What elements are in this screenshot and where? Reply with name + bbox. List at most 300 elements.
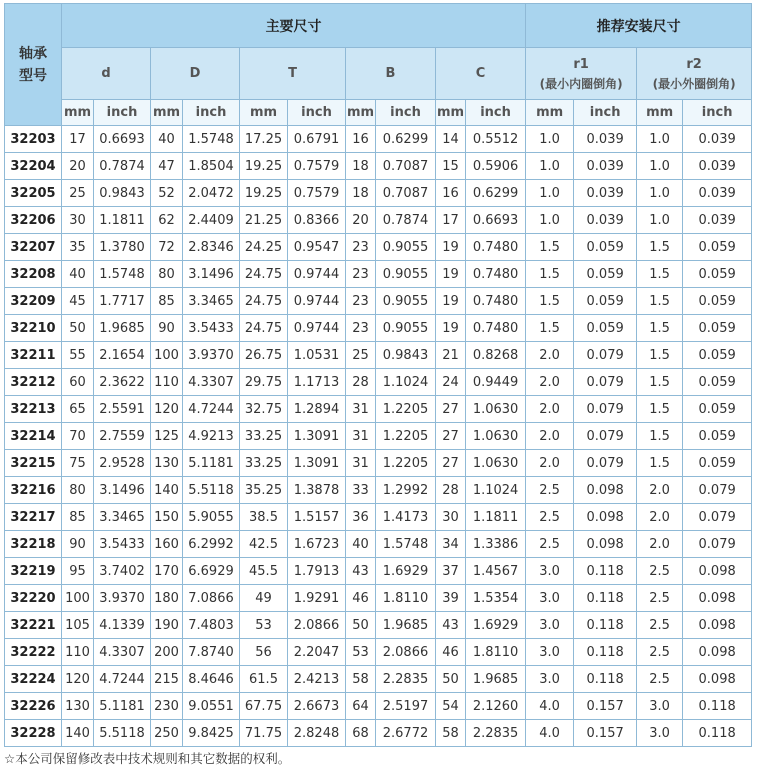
dimension-cell: 0.118 [574,612,637,639]
dimension-cell: 56 [240,639,288,666]
dimension-cell: 49 [240,585,288,612]
dimension-cell: 3.9370 [94,585,151,612]
group-header-C: C [436,48,526,100]
dimension-cell: 1.6929 [376,558,436,585]
dimension-cell: 2.2835 [466,720,526,747]
dimension-cell: 90 [62,531,94,558]
dimension-cell: 4.7244 [94,666,151,693]
dimension-cell: 23 [346,234,376,261]
dimension-cell: 2.5197 [376,693,436,720]
table-row [5,126,752,153]
dimension-cell: 0.059 [574,315,637,342]
dimension-cell: 1.2205 [376,396,436,423]
dimension-cell: 6.6929 [183,558,240,585]
dimension-cell: 3.3465 [183,288,240,315]
dimension-cell: 2.8248 [288,720,346,747]
dimension-cell: 23 [346,261,376,288]
dimension-cell: 2.0 [526,369,574,396]
dimension-cell: 1.5157 [288,504,346,531]
dimension-cell: 0.059 [683,450,752,477]
dimension-cell: 4.9213 [183,423,240,450]
dimension-cell: 1.1811 [94,207,151,234]
dimension-cell: 17 [62,126,94,153]
dimension-cell: 1.3091 [288,450,346,477]
dimension-cell: 33.25 [240,450,288,477]
dimension-cell: 5.5118 [183,477,240,504]
dimension-cell: 0.118 [574,585,637,612]
table-row [5,558,752,585]
dimension-cell: 68 [346,720,376,747]
group-header-r1 [526,48,637,100]
dimension-cell: 85 [151,288,183,315]
dimension-cell: 3.7402 [94,558,151,585]
dimension-cell: 21.25 [240,207,288,234]
dimension-cell: 4.3307 [94,639,151,666]
table-row [5,666,752,693]
dimension-cell: 2.6772 [376,720,436,747]
dimension-cell: 3.1496 [183,261,240,288]
dimension-cell: 1.0 [637,126,683,153]
dimension-cell: 23 [346,288,376,315]
table-row [5,153,752,180]
dimension-cell: 0.059 [683,261,752,288]
dimension-cell: 1.5 [526,288,574,315]
dimension-cell: 60 [62,369,94,396]
dimension-cell: 19.25 [240,153,288,180]
dimension-cell: 2.0 [526,396,574,423]
dimension-cell: 1.5354 [466,585,526,612]
r1-label: r1 [573,57,589,72]
bearing-model-cell: 32207 [5,234,62,261]
dimension-cell: 1.0 [637,180,683,207]
model-column-header [5,4,62,126]
dimension-cell: 0.6791 [288,126,346,153]
dimension-cell: 19 [436,288,466,315]
dimension-cell: 20 [62,153,94,180]
bearing-model-cell: 32218 [5,531,62,558]
dimension-cell: 0.039 [683,153,752,180]
dimension-cell: 2.3622 [94,369,151,396]
bearing-model-cell: 32204 [5,153,62,180]
dimension-cell: 80 [151,261,183,288]
group-header-r2 [637,48,752,100]
dimension-cell: 0.059 [683,423,752,450]
dimension-cell: 50 [62,315,94,342]
dimension-cell: 140 [62,720,94,747]
dimension-cell: 52 [151,180,183,207]
group-header-B: B [346,48,436,100]
r2-note: (最小外圈倒角) [652,77,736,91]
dimension-cell: 50 [346,612,376,639]
dimension-cell: 0.118 [683,720,752,747]
dimension-cell: 100 [62,585,94,612]
dimension-cell: 27 [436,396,466,423]
dimension-cell: 0.118 [683,693,752,720]
dimension-cell: 24.75 [240,315,288,342]
dimension-cell: 67.75 [240,693,288,720]
dimension-cell: 0.039 [574,126,637,153]
bearing-model-cell: 32205 [5,180,62,207]
table-row [5,369,752,396]
dimension-cell: 6.2992 [183,531,240,558]
dimension-cell: 47 [151,153,183,180]
dimension-cell: 3.0 [637,693,683,720]
dimension-cell: 0.9449 [466,369,526,396]
model-label-line1: 轴承 [19,45,47,62]
dimension-cell: 0.9055 [376,288,436,315]
bearing-model-cell: 32212 [5,369,62,396]
model-label-line2: 型号 [19,67,47,84]
dimension-cell: 150 [151,504,183,531]
bearing-model-cell: 32226 [5,693,62,720]
bearing-model-cell: 32211 [5,342,62,369]
table-row [5,261,752,288]
dimension-cell: 0.079 [574,423,637,450]
dimension-cell: 0.079 [574,342,637,369]
dimension-cell: 0.157 [574,720,637,747]
r1-note: (最小内圈倒角) [539,77,623,91]
dimension-cell: 1.2205 [376,450,436,477]
dimension-cell: 53 [346,639,376,666]
dimension-cell: 0.079 [683,504,752,531]
dimension-cell: 0.098 [574,531,637,558]
dimension-cell: 24.75 [240,261,288,288]
dimension-cell: 15 [436,153,466,180]
dimension-cell: 170 [151,558,183,585]
dimension-cell: 0.7480 [466,315,526,342]
dimension-cell: 32.75 [240,396,288,423]
dimension-cell: 0.059 [683,396,752,423]
dimension-cell: 0.9843 [94,180,151,207]
dimension-cell: 9.8425 [183,720,240,747]
dimension-cell: 18 [346,153,376,180]
dimension-cell: 2.0472 [183,180,240,207]
dimension-cell: 34 [436,531,466,558]
dimension-cell: 40 [62,261,94,288]
dimension-cell: 0.7579 [288,153,346,180]
dimension-cell: 2.9528 [94,450,151,477]
dimension-cell: 1.5748 [94,261,151,288]
dimension-cell: 4.7244 [183,396,240,423]
dimension-cell: 120 [62,666,94,693]
dimension-cell: 7.4803 [183,612,240,639]
dimension-cell: 0.079 [574,396,637,423]
dimension-cell: 2.1260 [466,693,526,720]
dimension-cell: 1.0630 [466,423,526,450]
dimension-cell: 4.1339 [94,612,151,639]
dimension-cell: 0.9547 [288,234,346,261]
dimension-cell: 45 [62,288,94,315]
dimension-cell: 140 [151,477,183,504]
dimension-cell: 1.5 [637,396,683,423]
dimension-cell: 190 [151,612,183,639]
dimension-cell: 1.4567 [466,558,526,585]
dimension-cell: 1.5 [526,261,574,288]
dimension-cell: 5.1181 [183,450,240,477]
dimension-cell: 250 [151,720,183,747]
dimension-cell: 2.0 [637,531,683,558]
dimension-cell: 0.157 [574,693,637,720]
dimension-cell: 43 [346,558,376,585]
dimension-cell: 85 [62,504,94,531]
dimension-cell: 4.0 [526,693,574,720]
table-row [5,315,752,342]
dimension-cell: 55 [62,342,94,369]
group-header-D: D [151,48,240,100]
dimension-cell: 3.5433 [94,531,151,558]
dimension-cell: 17 [436,207,466,234]
dimension-cell: 0.059 [683,342,752,369]
dimension-cell: 4.3307 [183,369,240,396]
table-row [5,693,752,720]
r2-label: r2 [686,57,702,72]
dimension-cell: 0.9055 [376,315,436,342]
dimension-cell: 3.0 [526,639,574,666]
dimension-cell: 105 [62,612,94,639]
dimension-cell: 110 [151,369,183,396]
dimension-cell: 1.6929 [466,612,526,639]
dimension-cell: 17.25 [240,126,288,153]
dimension-cell: 0.059 [683,234,752,261]
dimension-cell: 0.039 [683,207,752,234]
dimension-cell: 2.6673 [288,693,346,720]
dimension-cell: 45.5 [240,558,288,585]
dimension-cell: 33.25 [240,423,288,450]
dimension-cell: 1.2992 [376,477,436,504]
dimension-cell: 130 [151,450,183,477]
dimension-cell: 2.4213 [288,666,346,693]
table-row [5,477,752,504]
dimension-cell: 5.1181 [94,693,151,720]
dimension-cell: 16 [346,126,376,153]
dimension-cell: 40 [346,531,376,558]
dimension-cell: 95 [62,558,94,585]
bearing-model-cell: 32213 [5,396,62,423]
dimension-cell: 130 [62,693,94,720]
dimension-cell: 90 [151,315,183,342]
dimension-cell: 24.25 [240,234,288,261]
dimension-cell: 26.75 [240,342,288,369]
dimension-cell: 19 [436,315,466,342]
dimension-cell: 53 [240,612,288,639]
dimension-cell: 1.8110 [466,639,526,666]
dimension-cell: 80 [62,477,94,504]
dimension-cell: 1.5 [637,342,683,369]
dimension-cell: 0.118 [574,639,637,666]
dimension-cell: 1.9685 [466,666,526,693]
dimension-cell: 1.2894 [288,396,346,423]
dimension-cell: 230 [151,693,183,720]
dimension-cell: 2.2047 [288,639,346,666]
unit-header-cell: mm [151,100,183,126]
dimension-cell: 0.7874 [376,207,436,234]
dimension-cell: 0.5512 [466,126,526,153]
dimension-cell: 1.8110 [376,585,436,612]
dimension-cell: 0.7480 [466,288,526,315]
dimension-cell: 1.5 [526,315,574,342]
dimension-cell: 0.059 [574,261,637,288]
table-row [5,180,752,207]
dimension-cell: 3.5433 [183,315,240,342]
table-row [5,234,752,261]
dimension-cell: 24.75 [240,288,288,315]
unit-header-cell: mm [240,100,288,126]
unit-header-cell: inch [466,100,526,126]
unit-header-cell: mm [62,100,94,126]
dimension-cell: 35 [62,234,94,261]
dimension-cell: 2.0 [526,423,574,450]
dimension-cell: 2.7559 [94,423,151,450]
dimension-cell: 1.9685 [376,612,436,639]
dimension-cell: 3.0 [526,585,574,612]
footnote: ☆本公司保留修改表中技术规则和其它数据的权利。 [4,751,291,766]
dimension-cell: 0.7480 [466,261,526,288]
dimension-cell: 50 [436,666,466,693]
bearing-model-cell: 32209 [5,288,62,315]
dimension-cell: 31 [346,423,376,450]
dimension-cell: 1.0630 [466,450,526,477]
unit-header-cell: inch [288,100,346,126]
dimension-cell: 0.059 [683,288,752,315]
dimension-cell: 0.118 [574,666,637,693]
dimension-cell: 20 [346,207,376,234]
dimension-cell: 0.039 [683,126,752,153]
dimension-cell: 1.3091 [288,423,346,450]
dimension-cell: 1.6723 [288,531,346,558]
dimension-cell: 65 [62,396,94,423]
dimension-cell: 25 [346,342,376,369]
dimension-cell: 28 [436,477,466,504]
dimension-cell: 62 [151,207,183,234]
dimension-cell: 1.1024 [376,369,436,396]
bearing-model-cell: 32217 [5,504,62,531]
dimension-cell: 46 [346,585,376,612]
unit-header-cell: inch [574,100,637,126]
dimension-cell: 2.0866 [376,639,436,666]
dimension-cell: 1.7913 [288,558,346,585]
table-row [5,450,752,477]
dimension-cell: 28 [346,369,376,396]
dimension-cell: 14 [436,126,466,153]
dimension-cell: 1.5 [637,423,683,450]
dimension-cell: 0.059 [574,234,637,261]
dimension-cell: 1.3878 [288,477,346,504]
dimension-cell: 1.5748 [183,126,240,153]
dimension-cell: 1.4173 [376,504,436,531]
table-row [5,342,752,369]
bearing-model-cell: 32206 [5,207,62,234]
dimension-cell: 5.5118 [94,720,151,747]
dimension-cell: 27 [436,450,466,477]
dimension-cell: 2.5 [637,612,683,639]
dimension-cell: 1.5748 [376,531,436,558]
dimension-cell: 1.8504 [183,153,240,180]
dimension-cell: 24 [436,369,466,396]
table-row [5,639,752,666]
dimension-cell: 7.0866 [183,585,240,612]
dimension-cell: 0.079 [683,531,752,558]
dimension-cell: 100 [151,342,183,369]
dimension-cell: 1.5 [637,234,683,261]
bearing-model-cell: 32208 [5,261,62,288]
dimension-cell: 58 [436,720,466,747]
dimension-cell: 30 [436,504,466,531]
dimension-cell: 43 [436,612,466,639]
table-row [5,612,752,639]
dimension-cell: 23 [346,315,376,342]
dimension-cell: 1.0 [526,180,574,207]
dimension-cell: 0.7579 [288,180,346,207]
dimension-cell: 1.9685 [94,315,151,342]
dimension-cell: 0.9055 [376,234,436,261]
bearing-model-cell: 32215 [5,450,62,477]
dimension-cell: 0.059 [574,288,637,315]
dimension-cell: 0.098 [574,504,637,531]
dimension-cell: 4.0 [526,720,574,747]
dimension-cell: 25 [62,180,94,207]
dimension-cell: 2.5 [637,666,683,693]
dimension-cell: 2.5591 [94,396,151,423]
dimension-cell: 3.1496 [94,477,151,504]
dimension-cell: 0.039 [574,153,637,180]
dimension-cell: 0.9055 [376,261,436,288]
dimension-cell: 0.5906 [466,153,526,180]
bearing-model-cell: 32210 [5,315,62,342]
bearing-dimension-table [4,3,752,747]
dimension-cell: 2.4409 [183,207,240,234]
dimension-cell: 3.0 [637,720,683,747]
dimension-cell: 40 [151,126,183,153]
dimension-cell: 36 [346,504,376,531]
table-row [5,504,752,531]
dimension-cell: 3.0 [526,612,574,639]
dimension-cell: 2.1654 [94,342,151,369]
group-header-T: T [240,48,346,100]
dimension-cell: 9.0551 [183,693,240,720]
install-dimensions-header: 推荐安装尺寸 [526,4,752,48]
dimension-cell: 0.098 [683,666,752,693]
unit-header-cell: mm [346,100,376,126]
dimension-cell: 1.0630 [466,396,526,423]
dimension-cell: 42.5 [240,531,288,558]
bearing-model-cell: 32224 [5,666,62,693]
table-row [5,423,752,450]
dimension-cell: 0.039 [574,207,637,234]
dimension-cell: 0.059 [683,315,752,342]
dimension-cell: 5.9055 [183,504,240,531]
dimension-cell: 0.7087 [376,180,436,207]
dimension-cell: 1.5 [637,261,683,288]
dimension-cell: 125 [151,423,183,450]
dimension-cell: 0.6693 [94,126,151,153]
dimension-cell: 1.5 [526,234,574,261]
dimension-cell: 1.1811 [466,504,526,531]
dimension-cell: 30 [62,207,94,234]
dimension-cell: 0.6693 [466,207,526,234]
dimension-cell: 2.5 [637,639,683,666]
dimension-cell: 27 [436,423,466,450]
dimension-cell: 75 [62,450,94,477]
dimension-cell: 0.079 [574,450,637,477]
table-row [5,720,752,747]
dimension-cell: 19 [436,234,466,261]
unit-header-cell: inch [183,100,240,126]
unit-header-cell: mm [526,100,574,126]
dimension-cell: 0.079 [683,477,752,504]
dimension-cell: 1.5 [637,288,683,315]
dimension-cell: 0.118 [574,558,637,585]
dimension-cell: 0.9843 [376,342,436,369]
